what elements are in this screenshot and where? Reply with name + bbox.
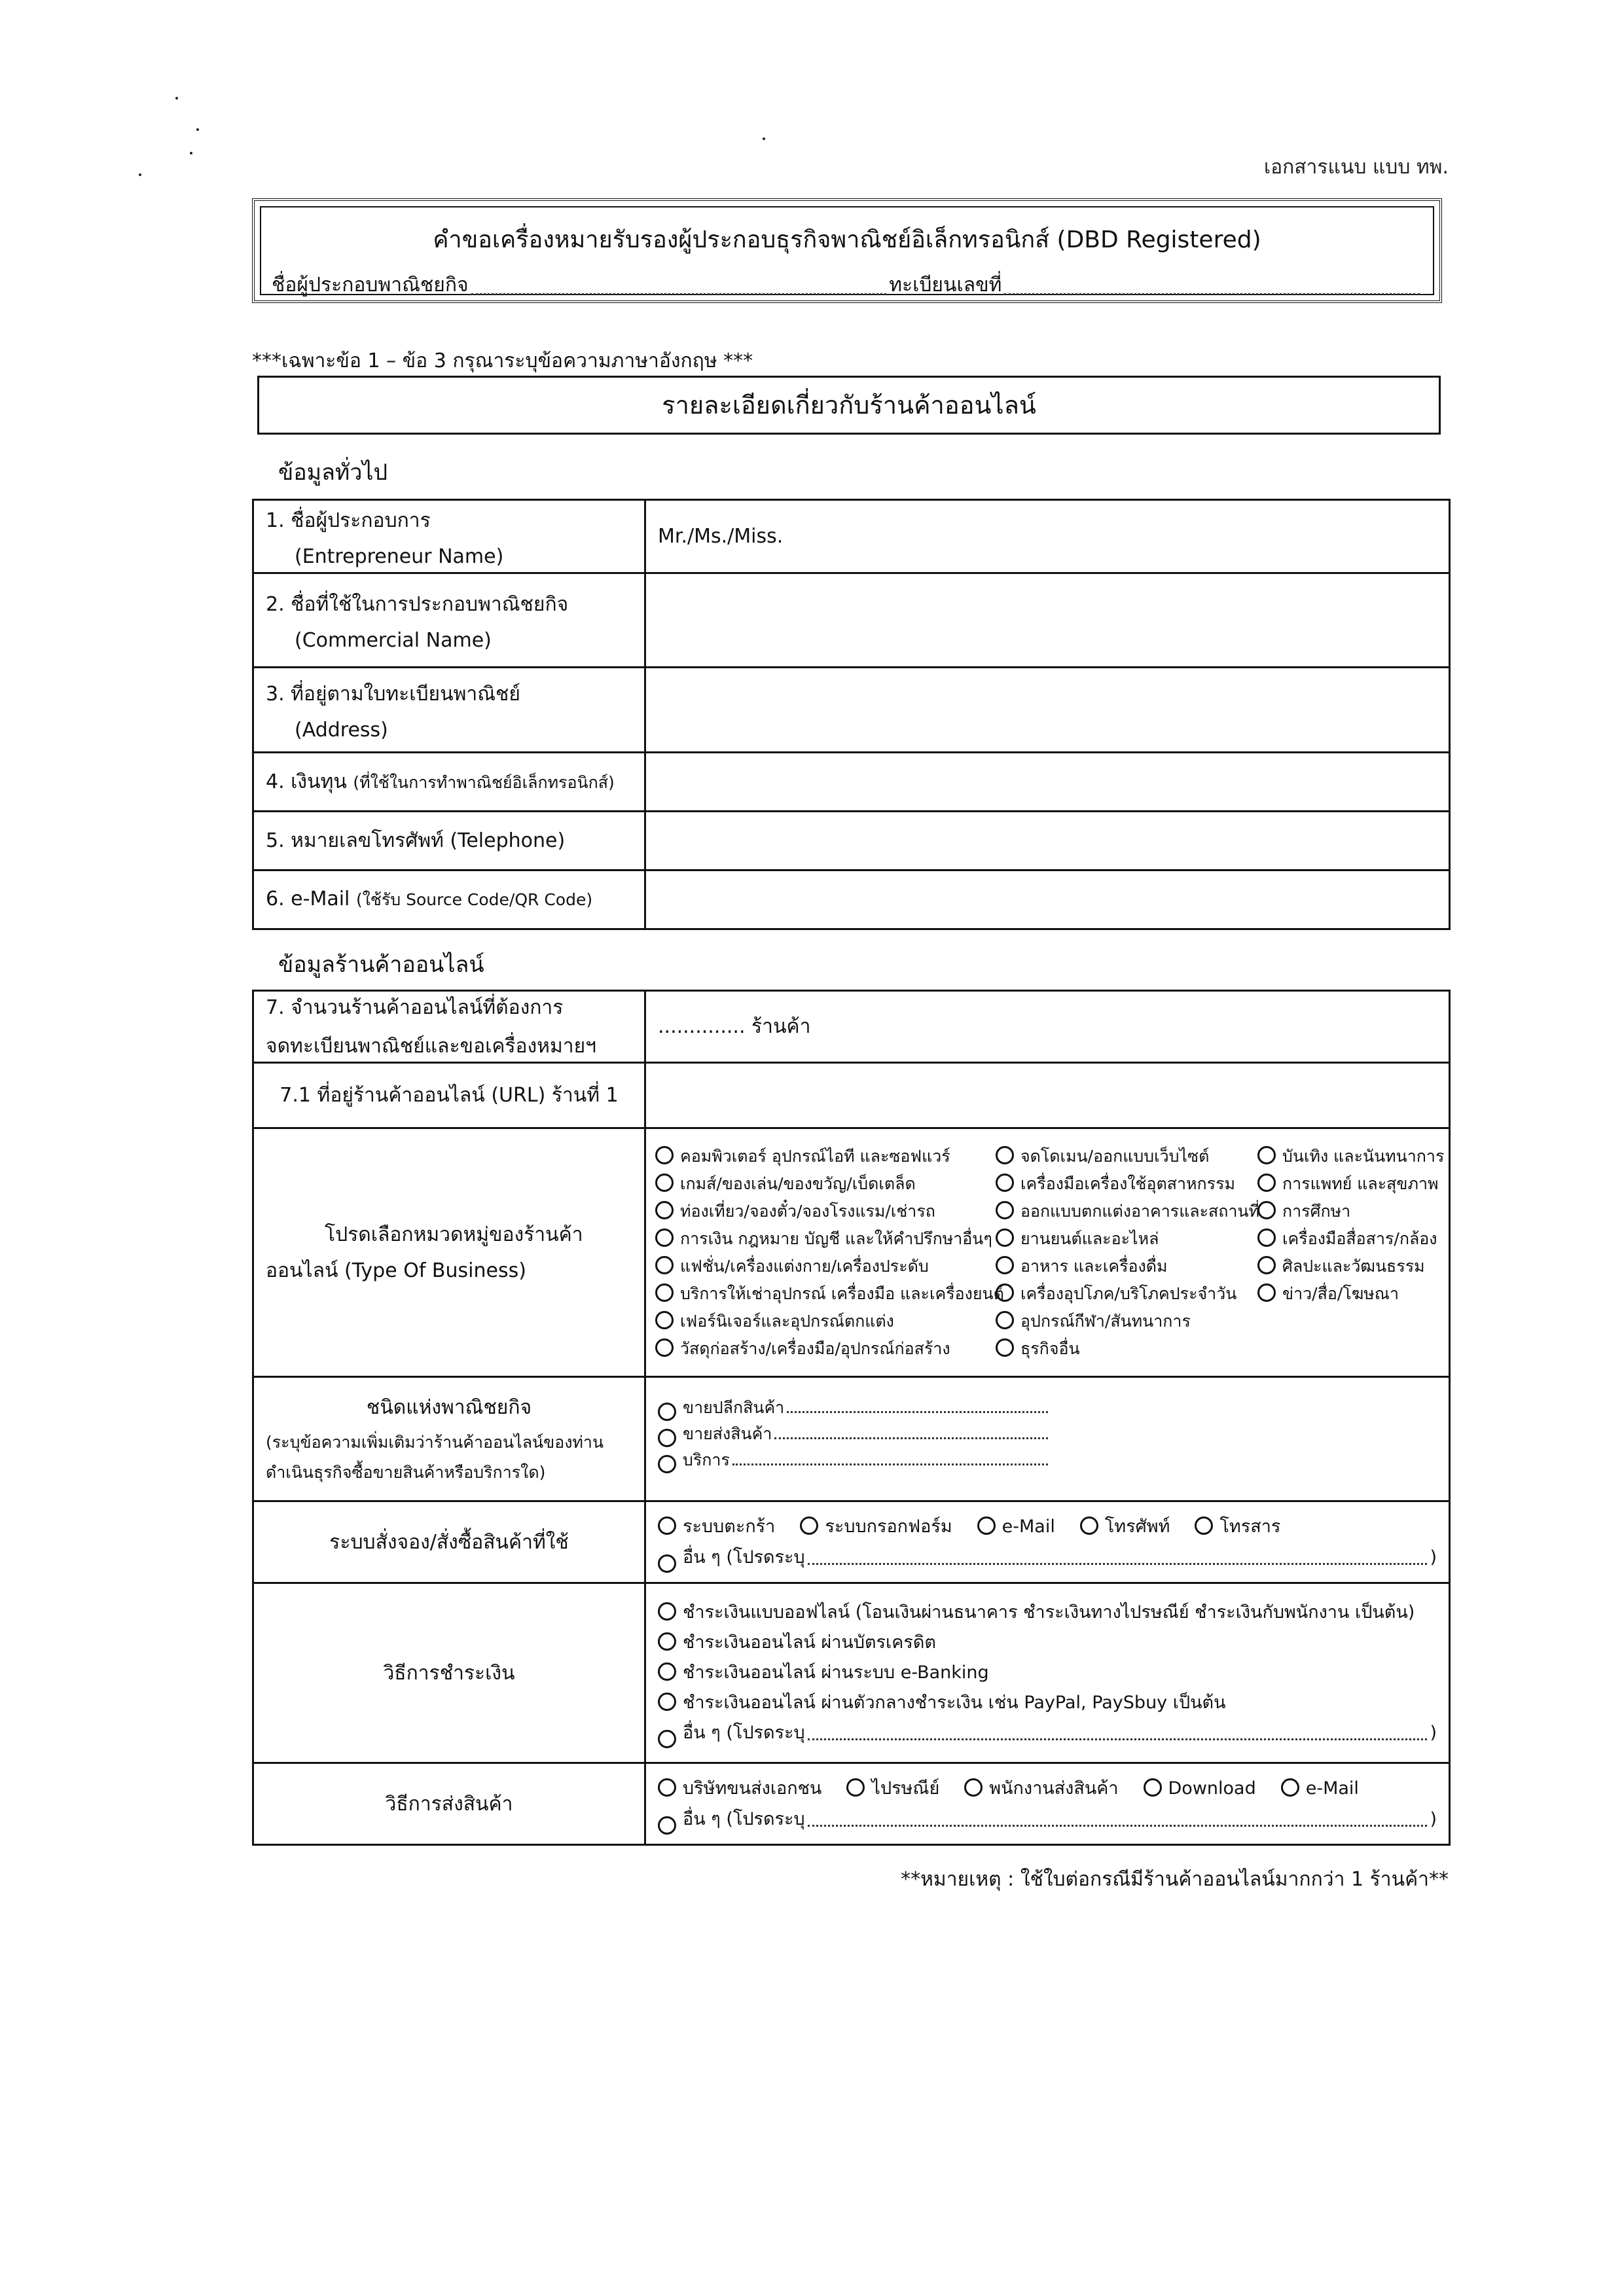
delivery-radios — [658, 1773, 1437, 1804]
business-type-option[interactable]: ออกแบบตกแต่งอาคารและสถานที่ — [996, 1198, 1257, 1225]
payment-other-radio[interactable] — [658, 1730, 676, 1748]
delivery-option[interactable]: Download — [1144, 1773, 1256, 1804]
radio-circle-icon[interactable] — [1257, 1256, 1276, 1274]
table-row — [253, 1063, 1450, 1128]
entrepreneur-name-label: 1. ชื่อผู้ประกอบการ (Entrepreneur Name) — [253, 500, 645, 573]
radio-circle-icon[interactable] — [658, 1632, 676, 1651]
email-label: 6. e-Mail (ใช้รับ Source Code/QR Code) — [253, 870, 645, 929]
scan-speck — [175, 97, 178, 99]
business-type-option[interactable]: เฟอร์นิเจอร์และอุปกรณ์ตกแต่ง — [655, 1308, 996, 1335]
radio-circle-icon[interactable] — [1195, 1516, 1213, 1535]
order-system-option[interactable]: e-Mail — [977, 1511, 1055, 1543]
store-url-input[interactable] — [645, 1063, 1450, 1128]
business-type-option[interactable]: เครื่องมือเครื่องใช้อุตสาหกรรม — [996, 1170, 1257, 1198]
order-system-other: อื่น ๆ (โปรดระบุ ) — [658, 1543, 1437, 1573]
delivery-option[interactable]: e-Mail — [1281, 1773, 1359, 1804]
scan-speck — [139, 173, 141, 176]
delivery-option[interactable]: บริษัทขนส่งเอกชน — [658, 1773, 821, 1804]
radio-circle-icon[interactable] — [996, 1283, 1014, 1302]
registration-number-field[interactable] — [1004, 270, 1420, 295]
capital-input[interactable] — [645, 753, 1450, 812]
radio-circle-icon[interactable] — [1080, 1516, 1098, 1535]
radio-circle-icon[interactable] — [800, 1516, 818, 1535]
scan-speck — [196, 128, 199, 131]
business-type-option[interactable]: การศึกษา — [1257, 1198, 1441, 1225]
delivery-method-label: วิธีการส่งสินค้า — [253, 1763, 645, 1845]
delivery-other: อื่น ๆ (โปรดระบุ ) — [658, 1804, 1437, 1835]
payment-option[interactable]: ชำระเงินออนไลน์ ผ่านบัตรเครดิต — [658, 1628, 1437, 1658]
form-title: คำขอเครื่องหมายรับรองผู้ประกอบธุรกิจพาณิชย์อิเล็กทรอนิกส์ (DBD Registered) — [433, 226, 1261, 253]
payment-method-label: วิธีการชำระเงิน — [253, 1583, 645, 1763]
business-type-option[interactable]: การเงิน กฎหมาย บัญชี และให้คำปรึกษาอื่นๆ — [655, 1225, 996, 1253]
delivery-other-input[interactable] — [808, 1825, 1428, 1827]
commerce-type-detail-input[interactable] — [787, 1411, 1048, 1413]
english-note: ***เฉพาะข้อ 1 – ข้อ 3 กรุณาระบุข้อความภาษาอังกฤษ *** — [252, 350, 753, 372]
order-system-label: ระบบสั่งจอง/สั่งซื้อสินค้าที่ใช้ — [253, 1501, 645, 1583]
order-system-options — [645, 1501, 1450, 1583]
store-count-input[interactable]: .............. ร้านค้า — [645, 991, 1450, 1063]
radio-circle-icon[interactable] — [996, 1338, 1014, 1357]
table-row — [253, 500, 1450, 573]
business-type-option[interactable]: เครื่องมือสื่อสาร/กล้อง — [1257, 1225, 1441, 1253]
business-type-option[interactable]: บันเทิง และนันทนาการ — [1257, 1143, 1441, 1170]
payment-option[interactable]: ชำระเงินออนไลน์ ผ่านระบบ e-Banking — [658, 1658, 1437, 1688]
radio-circle-icon[interactable] — [996, 1146, 1014, 1164]
payment-radio-list — [658, 1598, 1437, 1718]
telephone-label: 5. หมายเลขโทรศัพท์ (Telephone) — [253, 812, 645, 870]
radio-circle-icon[interactable] — [977, 1516, 996, 1535]
radio-circle-icon[interactable] — [658, 1403, 676, 1421]
commerce-type-detail-input[interactable] — [774, 1437, 1048, 1439]
delivery-other-radio[interactable] — [658, 1816, 676, 1835]
radio-circle-icon[interactable] — [996, 1256, 1014, 1274]
order-other-radio[interactable] — [658, 1554, 676, 1573]
table-row — [253, 870, 1450, 929]
order-system-option[interactable]: โทรศัพท์ — [1080, 1511, 1170, 1543]
radio-circle-icon[interactable] — [655, 1146, 674, 1164]
delivery-option[interactable]: ไปรษณีย์ — [846, 1773, 939, 1804]
radio-circle-icon[interactable] — [658, 1693, 676, 1711]
table-row — [253, 753, 1450, 812]
radio-circle-icon[interactable] — [1257, 1174, 1276, 1192]
capital-label: 4. เงินทุน (ที่ใช้ในการทำพาณิชย์อิเล็กทรอนิกส์) — [253, 753, 645, 812]
entrepreneur-name-input[interactable]: Mr./Ms./Miss. — [645, 500, 1450, 573]
business-type-option[interactable]: อาหาร และเครื่องดื่ม — [996, 1253, 1257, 1280]
commerce-type-option: บริการ — [658, 1447, 1051, 1473]
order-other-input[interactable] — [808, 1563, 1428, 1565]
radio-circle-icon[interactable] — [658, 1429, 676, 1447]
radio-circle-icon[interactable] — [1257, 1146, 1276, 1164]
business-type-option[interactable]: ยานยนต์และอะไหล่ — [996, 1225, 1257, 1253]
table-row — [253, 573, 1450, 668]
empty-cell — [1257, 1335, 1441, 1363]
telephone-input[interactable] — [645, 812, 1450, 870]
business-type-option[interactable]: เครื่องอุปโภค/บริโภคประจำวัน — [996, 1280, 1257, 1308]
email-input[interactable] — [645, 870, 1450, 929]
radio-circle-icon[interactable] — [658, 1778, 676, 1797]
store-info-heading: ข้อมูลร้านค้าออนไลน์ — [278, 952, 484, 978]
address-input[interactable] — [645, 668, 1450, 753]
radio-circle-icon[interactable] — [658, 1516, 676, 1535]
business-type-option[interactable]: เกมส์/ของเล่น/ของขวัญ/เบ็ดเตล็ด — [655, 1170, 996, 1198]
business-type-option[interactable]: คอมพิวเตอร์ อุปกรณ์ไอที และซอฟแวร์ — [655, 1143, 996, 1170]
commerce-type-option: ขายส่งสินค้า — [658, 1421, 1051, 1447]
section-banner: รายละเอียดเกี่ยวกับร้านค้าออนไลน์ — [257, 376, 1441, 435]
address-label: 3. ที่อยู่ตามใบทะเบียนพาณิชย์ (Address) — [253, 668, 645, 753]
radio-circle-icon[interactable] — [658, 1602, 676, 1621]
scan-speck — [190, 152, 192, 154]
store-info-table — [252, 990, 1451, 1846]
payment-other: อื่น ๆ (โปรดระบุ ) — [658, 1718, 1437, 1748]
entrepreneur-registration-line — [272, 270, 1422, 300]
table-row — [253, 1377, 1450, 1501]
radio-circle-icon[interactable] — [846, 1778, 865, 1797]
radio-circle-icon[interactable] — [655, 1283, 674, 1302]
table-row — [253, 1583, 1450, 1763]
radio-circle-icon[interactable] — [658, 1662, 676, 1681]
radio-circle-icon[interactable] — [1257, 1283, 1276, 1302]
footnote: **หมายเหตุ : ใช้ใบต่อกรณีมีร้านค้าออนไลน์มากกว่า 1 ร้านค้า** — [901, 1868, 1449, 1891]
business-type-option[interactable]: การแพทย์ และสุขภาพ — [1257, 1170, 1441, 1198]
registration-label: ทะเบียนเลขที่ — [889, 274, 1002, 296]
radio-circle-icon[interactable] — [655, 1311, 674, 1329]
radio-circle-icon[interactable] — [996, 1201, 1014, 1219]
commercial-name-label: 2. ชื่อที่ใช้ในการประกอบพาณิชยกิจ (Commercial Name) — [253, 573, 645, 668]
commerce-type-list — [658, 1395, 1051, 1473]
radio-circle-icon[interactable] — [655, 1174, 674, 1192]
table-row — [253, 812, 1450, 870]
commerce-type-option: ขายปลีกสินค้า — [658, 1395, 1051, 1421]
radio-circle-icon[interactable] — [658, 1455, 676, 1473]
general-info-heading: ข้อมูลทั่วไป — [278, 459, 388, 486]
order-system-option[interactable]: ระบบกรอกฟอร์ม — [800, 1511, 952, 1543]
business-type-option[interactable]: ข่าว/สื่อ/โฆษณา — [1257, 1280, 1441, 1308]
entrepreneur-name-field[interactable] — [471, 270, 887, 295]
radio-circle-icon[interactable] — [655, 1229, 674, 1247]
business-type-option[interactable]: ธุรกิจอื่น — [996, 1335, 1257, 1363]
business-type-option[interactable]: ท่องเที่ยว/จองตั๋ว/จองโรงแรม/เช่ารถ — [655, 1198, 996, 1225]
business-type-option[interactable]: แฟชั่น/เครื่องแต่งกาย/เครื่องประดับ — [655, 1253, 996, 1280]
business-type-grid — [655, 1136, 1445, 1369]
radio-circle-icon[interactable] — [655, 1201, 674, 1219]
commerce-type-label: ชนิดแห่งพาณิชยกิจ (ระบุข้อความเพิ่มเติมว่าร้านค้าออนไลน์ของท่าน ดำเนินธุรกิจซื้อขายสินค้าหรือบริการใด) — [253, 1377, 645, 1501]
business-type-label: โปรดเลือกหมวดหมู่ของร้านค้า ออนไลน์ (Type Of Business) — [253, 1128, 645, 1377]
business-type-option[interactable]: วัสดุก่อสร้าง/เครื่องมือ/อุปกรณ์ก่อสร้าง — [655, 1335, 996, 1363]
business-type-option[interactable]: บริการให้เช่าอุปกรณ์ เครื่องมือ และเครื่องยนต์ — [655, 1280, 996, 1308]
commerce-type-options — [645, 1377, 1450, 1501]
payment-option[interactable]: ชำระเงินออนไลน์ ผ่านตัวกลางชำระเงิน เช่น PayPal, PaySbuy เป็นต้น — [658, 1688, 1437, 1718]
order-system-option[interactable]: ระบบตะกร้า — [658, 1511, 775, 1543]
empty-cell — [1257, 1308, 1441, 1335]
general-info-table — [252, 499, 1451, 930]
business-type-option[interactable]: อุปกรณ์กีฬา/สันทนาการ — [996, 1308, 1257, 1335]
table-row — [253, 1763, 1450, 1845]
business-type-options — [645, 1128, 1450, 1377]
payment-option[interactable]: ชำระเงินแบบออฟไลน์ (โอนเงินผ่านธนาคาร ชำระเงินทางไปรษณีย์ ชำระเงินกับพนักงาน เป็นต้น) — [658, 1598, 1437, 1628]
document-reference: เอกสารแนบ แบบ ทพ. — [1263, 156, 1449, 179]
store-count-label: 7. จำนวนร้านค้าออนไลน์ที่ต้องการ จดทะเบียนพาณิชย์และขอเครื่องหมายฯ — [253, 991, 645, 1063]
order-system-radios — [658, 1511, 1437, 1543]
radio-circle-icon[interactable] — [996, 1311, 1014, 1329]
radio-circle-icon[interactable] — [1257, 1229, 1276, 1247]
delivery-method-options — [645, 1763, 1450, 1845]
commercial-name-input[interactable] — [645, 573, 1450, 668]
store-url-label: 7.1 ที่อยู่ร้านค้าออนไลน์ (URL) ร้านที่ 1 — [253, 1063, 645, 1128]
order-system-option[interactable]: โทรสาร — [1195, 1511, 1280, 1543]
delivery-option[interactable]: พนักงานส่งสินค้า — [964, 1773, 1118, 1804]
payment-other-input[interactable] — [808, 1738, 1428, 1740]
entrepreneur-label: ชื่อผู้ประกอบพาณิชยกิจ — [272, 274, 469, 296]
table-row — [253, 991, 1450, 1063]
table-row — [253, 1128, 1450, 1377]
radio-circle-icon[interactable] — [1281, 1778, 1299, 1797]
payment-method-options — [645, 1583, 1450, 1763]
business-type-option[interactable]: ศิลปะและวัฒนธรรม — [1257, 1253, 1441, 1280]
radio-circle-icon[interactable] — [655, 1338, 674, 1357]
radio-circle-icon[interactable] — [996, 1174, 1014, 1192]
request-title-box — [252, 198, 1442, 303]
scan-speck — [763, 137, 765, 140]
table-row — [253, 668, 1450, 753]
radio-circle-icon[interactable] — [1144, 1778, 1162, 1797]
radio-circle-icon[interactable] — [1257, 1201, 1276, 1219]
radio-circle-icon[interactable] — [655, 1256, 674, 1274]
radio-circle-icon[interactable] — [964, 1778, 983, 1797]
table-row — [253, 1501, 1450, 1583]
radio-circle-icon[interactable] — [996, 1229, 1014, 1247]
business-type-option[interactable]: จดโดเมน/ออกแบบเว็บไซต์ — [996, 1143, 1257, 1170]
commerce-type-detail-input[interactable] — [732, 1463, 1048, 1465]
